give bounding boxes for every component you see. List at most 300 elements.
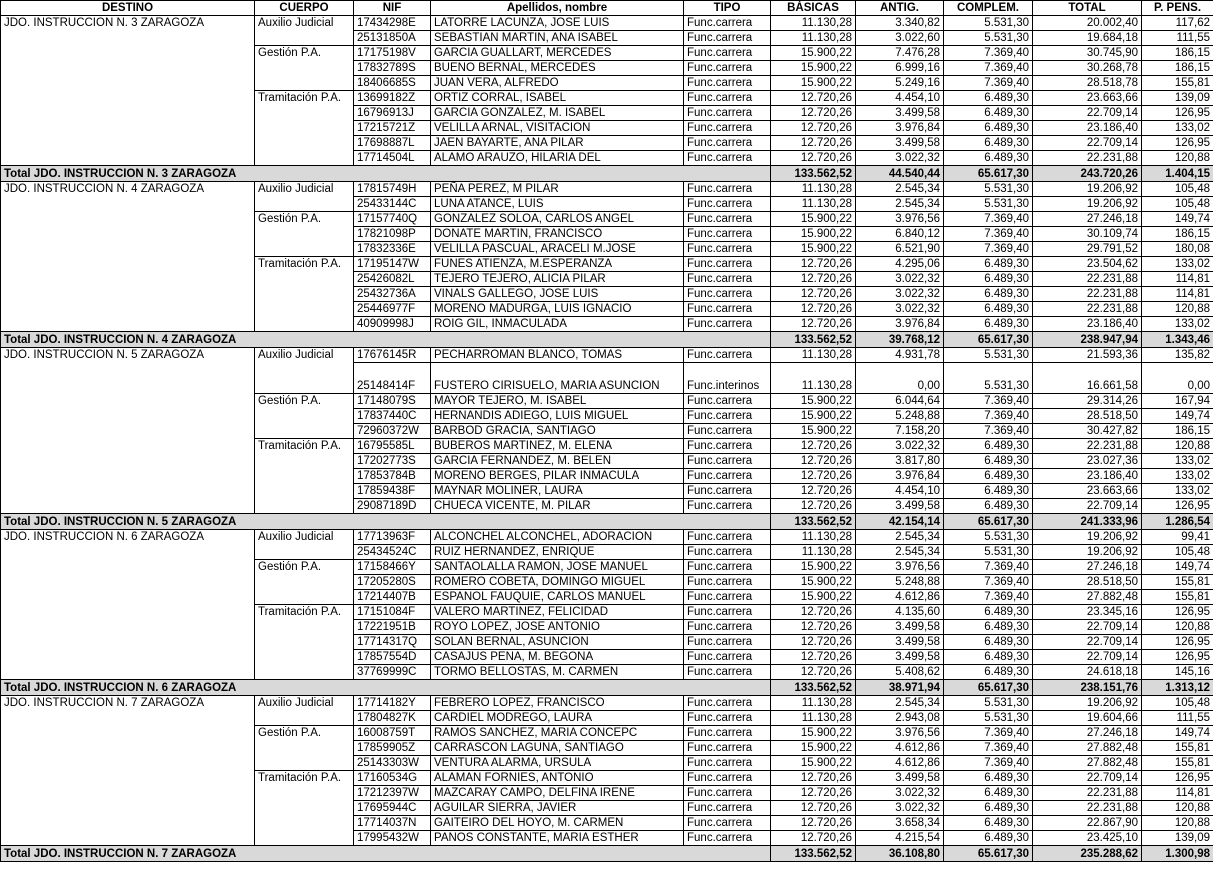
total-cell: 22.709,14 <box>1033 650 1142 665</box>
header-nombre: Apellidos, nombre <box>431 1 684 16</box>
total-cell: 28.518,50 <box>1033 575 1142 590</box>
antig-cell: 4.295,06 <box>856 257 944 272</box>
total-cell: 27.246,18 <box>1033 212 1142 227</box>
basicas-cell: 15.900,22 <box>771 227 856 242</box>
tipo-cell: Func.carrera <box>684 31 771 46</box>
section-total-row <box>1 680 1213 696</box>
total-pens-cell: 1.343,46 <box>1142 332 1213 348</box>
total-cell: 22.231,88 <box>1033 287 1142 302</box>
total-cell: 22.867,90 <box>1033 816 1142 831</box>
complem-cell: 6.489,30 <box>944 665 1033 680</box>
complem-cell: 6.489,30 <box>944 650 1033 665</box>
cuerpo-cell: Auxilio Judicial <box>255 16 354 46</box>
pens-cell: 155,81 <box>1142 741 1213 756</box>
destino-cell: JDO. INSTRUCCION N. 4 ZARAGOZA <box>1 182 255 332</box>
header-destino: DESTINO <box>1 1 255 16</box>
nif-cell: 17804827K <box>354 711 431 726</box>
antig-cell: 3.499,58 <box>856 620 944 635</box>
antig-cell: 3.499,58 <box>856 499 944 514</box>
pens-cell: 126,95 <box>1142 605 1213 620</box>
total-cell: 19.206,92 <box>1033 197 1142 212</box>
nombre-cell: BARBOD GRACIA, SANTIAGO <box>431 424 684 439</box>
complem-cell: 5.531,30 <box>944 696 1033 711</box>
basicas-cell: 15.900,22 <box>771 212 856 227</box>
nombre-cell: CHUECA VICENTE, M. PILAR <box>431 499 684 514</box>
complem-cell: 5.531,30 <box>944 530 1033 545</box>
total-cell: 22.709,14 <box>1033 106 1142 121</box>
complem-cell: 5.531,30 <box>944 182 1033 197</box>
nombre-cell: ROMERO COBETA, DOMINGO MIGUEL <box>431 575 684 590</box>
nombre-cell: GARCIA GUALLART, MERCEDES <box>431 46 684 61</box>
antig-cell: 3.022,32 <box>856 439 944 454</box>
pens-cell: 120,88 <box>1142 816 1213 831</box>
section-total-row <box>1 514 1213 530</box>
antig-cell: 3.976,56 <box>856 560 944 575</box>
total-cell: 22.231,88 <box>1033 801 1142 816</box>
tipo-cell: Func.carrera <box>684 212 771 227</box>
pens-cell: 133,02 <box>1142 121 1213 136</box>
nif-cell: 17714317Q <box>354 635 431 650</box>
total-basicas-cell: 133.562,52 <box>771 514 856 530</box>
total-cell: 23.186,40 <box>1033 469 1142 484</box>
complem-cell: 6.489,30 <box>944 620 1033 635</box>
total-cell: 27.246,18 <box>1033 726 1142 741</box>
nif-cell: 18406685S <box>354 76 431 91</box>
total-cell: 22.231,88 <box>1033 272 1142 287</box>
complem-cell: 6.489,30 <box>944 151 1033 166</box>
tipo-cell: Func.carrera <box>684 16 771 31</box>
pens-cell: 167,94 <box>1142 394 1213 409</box>
section-total-label: Total JDO. INSTRUCCION N. 5 ZARAGOZA <box>1 514 771 530</box>
complem-cell: 6.489,30 <box>944 499 1033 514</box>
header-cuerpo: CUERPO <box>255 1 354 16</box>
complem-cell: 7.369,40 <box>944 394 1033 409</box>
total-cell: 23.425,10 <box>1033 831 1142 846</box>
tipo-cell: Func.carrera <box>684 439 771 454</box>
cuerpo-cell: Tramitación P.A. <box>255 771 354 846</box>
basicas-cell: 12.720,26 <box>771 272 856 287</box>
pens-cell: 105,48 <box>1142 182 1213 197</box>
nif-cell: 25143303W <box>354 756 431 771</box>
tipo-cell: Func.carrera <box>684 91 771 106</box>
basicas-cell: 12.720,26 <box>771 620 856 635</box>
pens-cell: 180,08 <box>1142 242 1213 257</box>
nombre-cell: HERNANDIS ADIEGO, LUIS MIGUEL <box>431 409 684 424</box>
nif-cell: 72960372W <box>354 424 431 439</box>
antig-cell: 4.215,54 <box>856 831 944 846</box>
antig-cell: 3.976,56 <box>856 726 944 741</box>
tipo-cell: Func.interinos <box>684 363 771 394</box>
tipo-cell: Func.carrera <box>684 711 771 726</box>
complem-cell: 5.531,30 <box>944 363 1033 394</box>
tipo-cell: Func.carrera <box>684 272 771 287</box>
basicas-cell: 12.720,26 <box>771 665 856 680</box>
pens-cell: 133,02 <box>1142 469 1213 484</box>
total-pens-cell: 1.286,54 <box>1142 514 1213 530</box>
table-header <box>1 1 1213 16</box>
total-antig-cell: 42.154,14 <box>856 514 944 530</box>
basicas-cell: 12.720,26 <box>771 499 856 514</box>
section-total-label: Total JDO. INSTRUCCION N. 6 ZARAGOZA <box>1 680 771 696</box>
complem-cell: 6.489,30 <box>944 605 1033 620</box>
complem-cell: 5.531,30 <box>944 16 1033 31</box>
nombre-cell: MORENO BERGES, PILAR INMACULA <box>431 469 684 484</box>
antig-cell: 3.976,84 <box>856 469 944 484</box>
total-cell: 30.268,78 <box>1033 61 1142 76</box>
tipo-cell: Func.carrera <box>684 227 771 242</box>
basicas-cell: 15.900,22 <box>771 756 856 771</box>
pens-cell: 114,81 <box>1142 272 1213 287</box>
nombre-cell: VINALS GALLEGO, JOSE LUIS <box>431 287 684 302</box>
tipo-cell: Func.carrera <box>684 696 771 711</box>
complem-cell: 7.369,40 <box>944 76 1033 91</box>
tipo-cell: Func.carrera <box>684 786 771 801</box>
pens-cell: 120,88 <box>1142 439 1213 454</box>
nombre-cell: MAZCARAY CAMPO, DELFINA IRENE <box>431 786 684 801</box>
cuerpo-cell: Gestión P.A. <box>255 212 354 257</box>
header-basicas: BÁSICAS <box>771 1 856 16</box>
antig-cell: 3.022,32 <box>856 786 944 801</box>
nif-cell: 25131850A <box>354 31 431 46</box>
nombre-cell: AGUILAR SIERRA, JAVIER <box>431 801 684 816</box>
total-cell: 22.231,88 <box>1033 302 1142 317</box>
antig-cell: 3.022,32 <box>856 801 944 816</box>
nif-cell: 16795585L <box>354 439 431 454</box>
basicas-cell: 15.900,22 <box>771 726 856 741</box>
complem-cell: 7.369,40 <box>944 242 1033 257</box>
total-cell: 22.231,88 <box>1033 786 1142 801</box>
basicas-cell: 12.720,26 <box>771 121 856 136</box>
pens-cell: 120,88 <box>1142 620 1213 635</box>
nif-cell: 25434524C <box>354 545 431 560</box>
destino-cell: JDO. INSTRUCCION N. 6 ZARAGOZA <box>1 530 255 680</box>
total-complem-cell: 65.617,30 <box>944 514 1033 530</box>
nombre-cell: SEBASTIAN MARTIN, ANA ISABEL <box>431 31 684 46</box>
complem-cell: 6.489,30 <box>944 469 1033 484</box>
pens-cell: 133,02 <box>1142 257 1213 272</box>
basicas-cell: 11.130,28 <box>771 696 856 711</box>
antig-cell: 3.499,58 <box>856 635 944 650</box>
total-cell: 23.186,40 <box>1033 317 1142 332</box>
basicas-cell: 12.720,26 <box>771 650 856 665</box>
tipo-cell: Func.carrera <box>684 560 771 575</box>
basicas-cell: 12.720,26 <box>771 91 856 106</box>
basicas-cell: 15.900,22 <box>771 424 856 439</box>
section-total-label: Total JDO. INSTRUCCION N. 4 ZARAGOZA <box>1 332 771 348</box>
basicas-cell: 12.720,26 <box>771 302 856 317</box>
cuerpo-cell: Auxilio Judicial <box>255 696 354 726</box>
basicas-cell: 11.130,28 <box>771 530 856 545</box>
nif-cell: 17695944C <box>354 801 431 816</box>
pens-cell: 139,09 <box>1142 831 1213 846</box>
nif-cell: 17212397W <box>354 786 431 801</box>
nombre-cell: FUNES ATIENZA, M.ESPERANZA <box>431 257 684 272</box>
nif-cell: 17714037N <box>354 816 431 831</box>
pens-cell: 149,74 <box>1142 560 1213 575</box>
header-complem: COMPLEM. <box>944 1 1033 16</box>
nombre-cell: BUBEROS MARTINEZ, M. ELENA <box>431 439 684 454</box>
tipo-cell: Func.carrera <box>684 469 771 484</box>
pens-cell: 114,81 <box>1142 287 1213 302</box>
nombre-cell: BUENO BERNAL, MERCEDES <box>431 61 684 76</box>
tipo-cell: Func.carrera <box>684 756 771 771</box>
total-cell: 30.109,74 <box>1033 227 1142 242</box>
nombre-cell: JUAN VERA, ALFREDO <box>431 76 684 91</box>
tipo-cell: Func.carrera <box>684 409 771 424</box>
pens-cell: 133,02 <box>1142 317 1213 332</box>
total-cell: 23.663,66 <box>1033 91 1142 106</box>
pens-cell: 105,48 <box>1142 545 1213 560</box>
total-basicas-cell: 133.562,52 <box>771 166 856 182</box>
nombre-cell: PECHARROMAN BLANCO, TOMAS <box>431 348 684 363</box>
pens-cell: 111,55 <box>1142 711 1213 726</box>
nif-cell: 25426082L <box>354 272 431 287</box>
total-cell: 22.231,88 <box>1033 151 1142 166</box>
antig-cell: 2.545,34 <box>856 197 944 212</box>
nif-cell: 17175198V <box>354 46 431 61</box>
cuerpo-cell: Tramitación P.A. <box>255 257 354 332</box>
section-total-row <box>1 846 1213 862</box>
nif-cell: 17195147W <box>354 257 431 272</box>
nif-cell: 25432736A <box>354 287 431 302</box>
nombre-cell: GAITEIRO DEL HOYO, M. CARMEN <box>431 816 684 831</box>
complem-cell: 5.531,30 <box>944 711 1033 726</box>
nombre-cell: LATORRE LACUNZA, JOSE LUIS <box>431 16 684 31</box>
total-cell: 19.206,92 <box>1033 182 1142 197</box>
total-cell: 27.882,48 <box>1033 741 1142 756</box>
basicas-cell: 11.130,28 <box>771 182 856 197</box>
basicas-cell: 12.720,26 <box>771 801 856 816</box>
antig-cell: 0,00 <box>856 363 944 394</box>
total-complem-cell: 65.617,30 <box>944 332 1033 348</box>
complem-cell: 6.489,30 <box>944 831 1033 846</box>
header-tipo: TIPO <box>684 1 771 16</box>
antig-cell: 3.340,82 <box>856 16 944 31</box>
complem-cell: 7.369,40 <box>944 424 1033 439</box>
table-row <box>1 530 1213 545</box>
complem-cell: 7.369,40 <box>944 590 1033 605</box>
nombre-cell: CARDIEL MODREGO, LAURA <box>431 711 684 726</box>
total-cell: 24.618,18 <box>1033 665 1142 680</box>
total-cell: 28.518,78 <box>1033 76 1142 91</box>
antig-cell: 2.545,34 <box>856 182 944 197</box>
nif-cell: 16796913J <box>354 106 431 121</box>
basicas-cell: 15.900,22 <box>771 590 856 605</box>
nombre-cell: ORTIZ CORRAL, ISABEL <box>431 91 684 106</box>
pens-cell: 149,74 <box>1142 409 1213 424</box>
nombre-cell: TEJERO TEJERO, ALICIA PILAR <box>431 272 684 287</box>
tipo-cell: Func.carrera <box>684 136 771 151</box>
destino-cell: JDO. INSTRUCCION N. 7 ZARAGOZA <box>1 696 255 846</box>
total-antig-cell: 44.540,44 <box>856 166 944 182</box>
nif-cell: 17148079S <box>354 394 431 409</box>
basicas-cell: 12.720,26 <box>771 484 856 499</box>
antig-cell: 3.817,80 <box>856 454 944 469</box>
antig-cell: 3.658,34 <box>856 816 944 831</box>
basicas-cell: 11.130,28 <box>771 711 856 726</box>
antig-cell: 2.545,34 <box>856 530 944 545</box>
antig-cell: 3.499,58 <box>856 771 944 786</box>
basicas-cell: 11.130,28 <box>771 348 856 363</box>
nif-cell: 17821098P <box>354 227 431 242</box>
nif-cell: 17160534G <box>354 771 431 786</box>
pens-cell: 155,81 <box>1142 590 1213 605</box>
basicas-cell: 12.720,26 <box>771 454 856 469</box>
section-total-row <box>1 332 1213 348</box>
nif-cell: 17676145R <box>354 348 431 363</box>
antig-cell: 3.022,60 <box>856 31 944 46</box>
antig-cell: 5.249,16 <box>856 76 944 91</box>
cuerpo-cell: Gestión P.A. <box>255 46 354 91</box>
complem-cell: 7.369,40 <box>944 212 1033 227</box>
tipo-cell: Func.carrera <box>684 499 771 514</box>
complem-cell: 5.531,30 <box>944 197 1033 212</box>
header-row <box>1 1 1213 16</box>
complem-cell: 7.369,40 <box>944 227 1033 242</box>
table-row <box>1 16 1213 31</box>
header-antig: ANTIG. <box>856 1 944 16</box>
complem-cell: 6.489,30 <box>944 484 1033 499</box>
basicas-cell: 12.720,26 <box>771 439 856 454</box>
basicas-cell: 12.720,26 <box>771 831 856 846</box>
tipo-cell: Func.carrera <box>684 454 771 469</box>
tipo-cell: Func.carrera <box>684 182 771 197</box>
antig-cell: 5.248,88 <box>856 575 944 590</box>
pens-cell: 105,48 <box>1142 696 1213 711</box>
total-cell: 28.518,50 <box>1033 409 1142 424</box>
complem-cell: 6.489,30 <box>944 136 1033 151</box>
basicas-cell: 15.900,22 <box>771 575 856 590</box>
total-cell: 29.791,52 <box>1033 242 1142 257</box>
tipo-cell: Func.carrera <box>684 665 771 680</box>
total-cell: 30.427,82 <box>1033 424 1142 439</box>
table-body <box>1 16 1213 862</box>
pens-cell: 0,00 <box>1142 363 1213 394</box>
nombre-cell: RUIZ HERNANDEZ, ENRIQUE <box>431 545 684 560</box>
basicas-cell: 15.900,22 <box>771 560 856 575</box>
nombre-cell: PEÑA PEREZ, M PILAR <box>431 182 684 197</box>
pens-cell: 99,41 <box>1142 530 1213 545</box>
complem-cell: 6.489,30 <box>944 816 1033 831</box>
basicas-cell: 12.720,26 <box>771 605 856 620</box>
total-antig-cell: 38.971,94 <box>856 680 944 696</box>
complem-cell: 7.369,40 <box>944 741 1033 756</box>
basicas-cell: 12.720,26 <box>771 771 856 786</box>
basicas-cell: 12.720,26 <box>771 136 856 151</box>
nif-cell: 17215721Z <box>354 121 431 136</box>
pens-cell: 139,09 <box>1142 91 1213 106</box>
complem-cell: 6.489,30 <box>944 635 1033 650</box>
total-cell: 16.661,58 <box>1033 363 1142 394</box>
antig-cell: 4.454,10 <box>856 91 944 106</box>
nombre-cell: ROYO LOPEZ, JOSE ANTONIO <box>431 620 684 635</box>
destino-cell: JDO. INSTRUCCION N. 5 ZARAGOZA <box>1 348 255 514</box>
total-total-cell: 238.947,94 <box>1033 332 1142 348</box>
nombre-cell: TORMO BELLOSTAS, M. CARMEN <box>431 665 684 680</box>
antig-cell: 3.499,58 <box>856 650 944 665</box>
basicas-cell: 12.720,26 <box>771 786 856 801</box>
nombre-cell: CASAJUS PENA, M. BEGONA <box>431 650 684 665</box>
tipo-cell: Func.carrera <box>684 650 771 665</box>
basicas-cell: 12.720,26 <box>771 151 856 166</box>
nombre-cell: PANOS CONSTANTE, MARIA ESTHER <box>431 831 684 846</box>
total-total-cell: 241.333,96 <box>1033 514 1142 530</box>
nombre-cell: CARRASCON LAGUNA, SANTIAGO <box>431 741 684 756</box>
nombre-cell: DONATE MARTIN, FRANCISCO <box>431 227 684 242</box>
nombre-cell: FUSTERO CIRISUELO, MARIA ASUNCION <box>431 363 684 394</box>
total-pens-cell: 1.300,98 <box>1142 846 1213 862</box>
antig-cell: 6.999,16 <box>856 61 944 76</box>
pens-cell: 149,74 <box>1142 726 1213 741</box>
pens-cell: 135,82 <box>1142 348 1213 363</box>
pens-cell: 126,95 <box>1142 499 1213 514</box>
nif-cell: 17157740Q <box>354 212 431 227</box>
nombre-cell: ROIG GIL, INMACULADA <box>431 317 684 332</box>
pens-cell: 155,81 <box>1142 575 1213 590</box>
complem-cell: 5.531,30 <box>944 31 1033 46</box>
cuerpo-cell: Tramitación P.A. <box>255 439 354 514</box>
nombre-cell: LUNA ATANCE, LUIS <box>431 197 684 212</box>
nif-cell: 17714504L <box>354 151 431 166</box>
pens-cell: 114,81 <box>1142 786 1213 801</box>
antig-cell: 5.408,62 <box>856 665 944 680</box>
antig-cell: 3.499,58 <box>856 106 944 121</box>
total-basicas-cell: 133.562,52 <box>771 680 856 696</box>
header-total: TOTAL <box>1033 1 1142 16</box>
antig-cell: 4.931,78 <box>856 348 944 363</box>
antig-cell: 4.612,86 <box>856 741 944 756</box>
total-cell: 20.002,40 <box>1033 16 1142 31</box>
basicas-cell: 12.720,26 <box>771 287 856 302</box>
total-antig-cell: 39.768,12 <box>856 332 944 348</box>
total-cell: 23.504,62 <box>1033 257 1142 272</box>
complem-cell: 5.531,30 <box>944 545 1033 560</box>
tipo-cell: Func.carrera <box>684 348 771 363</box>
tipo-cell: Func.carrera <box>684 575 771 590</box>
nombre-cell: ESPANOL FAUQUIE, CARLOS MANUEL <box>431 590 684 605</box>
tipo-cell: Func.carrera <box>684 801 771 816</box>
section-total-row <box>1 166 1213 182</box>
cuerpo-cell: Auxilio Judicial <box>255 348 354 394</box>
total-cell: 22.709,14 <box>1033 635 1142 650</box>
antig-cell: 2.545,34 <box>856 545 944 560</box>
nombre-cell: ALAMAN FORNIES, ANTONIO <box>431 771 684 786</box>
nif-cell: 17832789S <box>354 61 431 76</box>
basicas-cell: 11.130,28 <box>771 16 856 31</box>
nif-cell: 17151084F <box>354 605 431 620</box>
pens-cell: 111,55 <box>1142 31 1213 46</box>
total-cell: 22.231,88 <box>1033 439 1142 454</box>
nif-cell: 25446977F <box>354 302 431 317</box>
basicas-cell: 15.900,22 <box>771 61 856 76</box>
nombre-cell: GARCIA FERNANDEZ, M. BELEN <box>431 454 684 469</box>
nif-cell: 17714182Y <box>354 696 431 711</box>
tipo-cell: Func.carrera <box>684 424 771 439</box>
basicas-cell: 12.720,26 <box>771 257 856 272</box>
antig-cell: 3.022,32 <box>856 272 944 287</box>
complem-cell: 6.489,30 <box>944 771 1033 786</box>
antig-cell: 6.840,12 <box>856 227 944 242</box>
nif-cell: 17202773S <box>354 454 431 469</box>
antig-cell: 3.022,32 <box>856 302 944 317</box>
antig-cell: 6.521,90 <box>856 242 944 257</box>
complem-cell: 7.369,40 <box>944 409 1033 424</box>
nif-cell: 17205280S <box>354 575 431 590</box>
total-pens-cell: 1.313,12 <box>1142 680 1213 696</box>
cuerpo-cell: Gestión P.A. <box>255 726 354 771</box>
tipo-cell: Func.carrera <box>684 394 771 409</box>
destino-cell: JDO. INSTRUCCION N. 3 ZARAGOZA <box>1 16 255 166</box>
